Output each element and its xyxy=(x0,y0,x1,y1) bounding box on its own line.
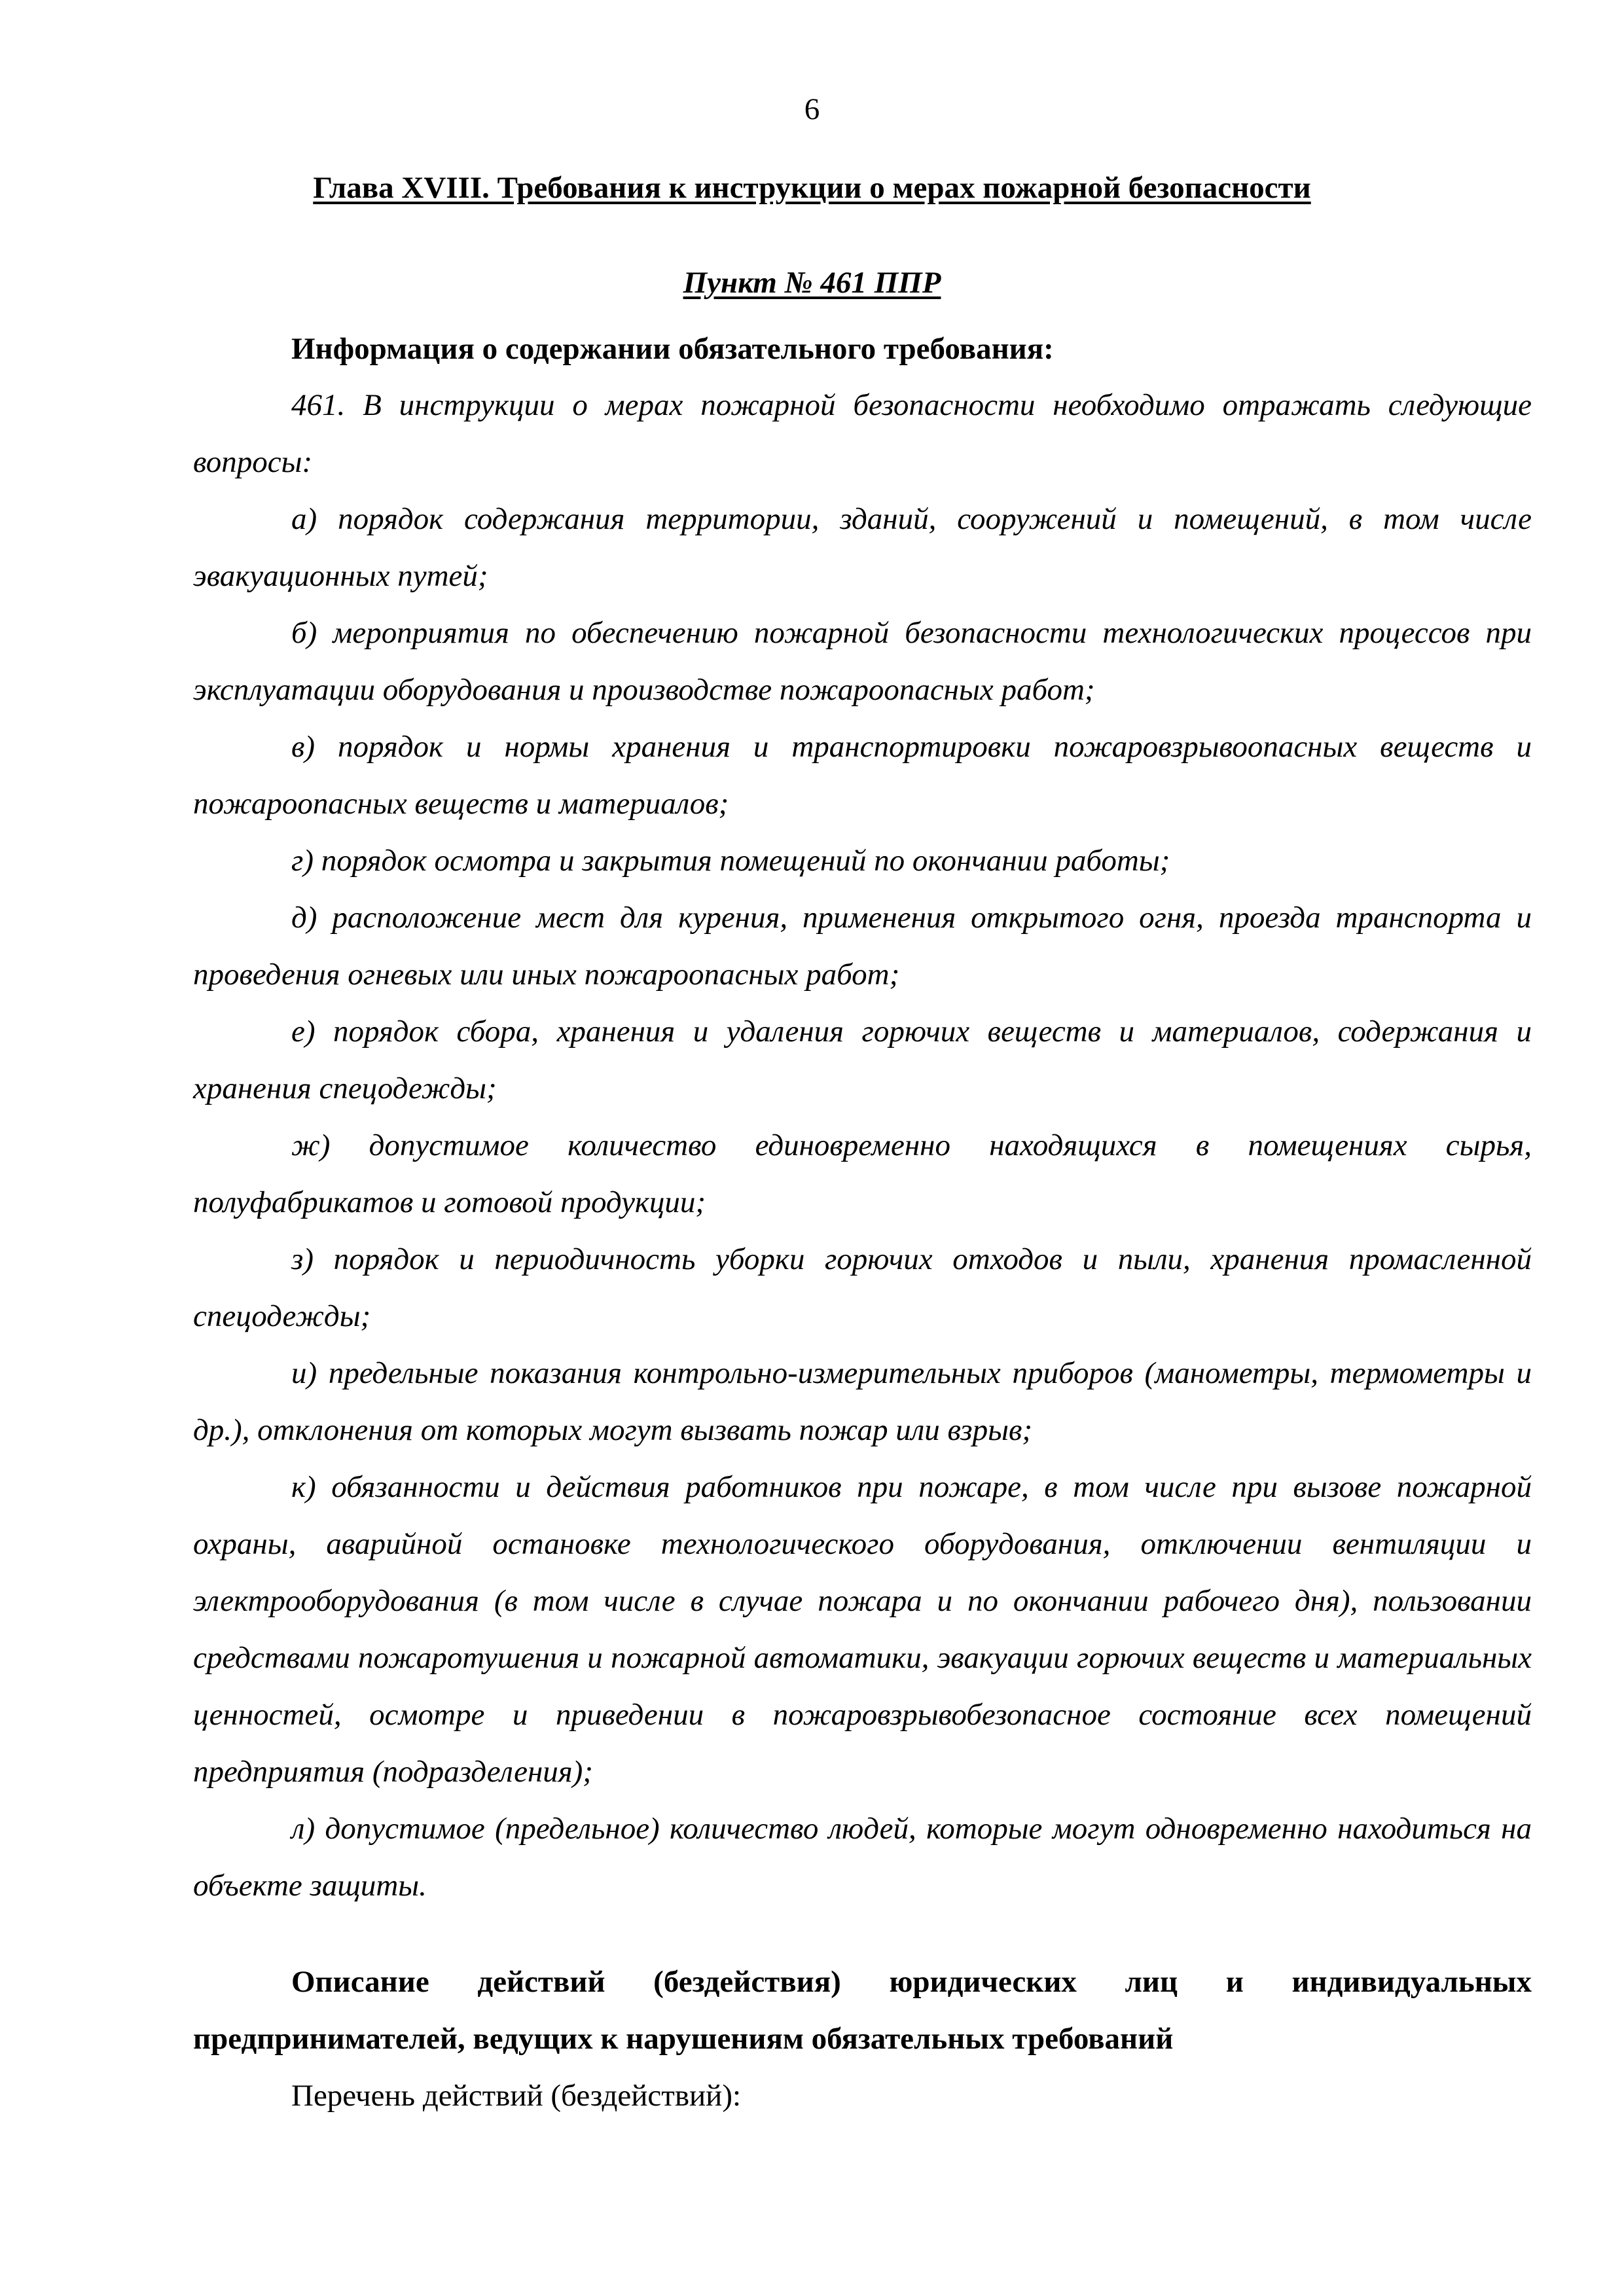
clause-item-a: а) порядок содержания территории, зданий, сооружений и помещений, в том числе эвакуационных путей; xyxy=(193,502,1532,593)
clause-item-z: з) порядок и периодичность уборки горючих отходов и пыли, хранения промасленной спецодежды; xyxy=(193,1242,1532,1333)
actions-list-label: Перечень действий (бездействий): xyxy=(291,2079,742,2113)
clause-item-e: е) порядок сбора, хранения и удаления горючих веществ и материалов, содержания и хранения спецодежды; xyxy=(193,1014,1532,1105)
clause-text-list xyxy=(193,377,1532,1914)
clause-item-d: д) расположение мест для курения, применения открытого огня, проезда транспорта и проведения огневых или иных пожароопасных работ; xyxy=(193,901,1532,992)
info-heading: Информация о содержании обязательного требования: xyxy=(291,332,1054,366)
clause-item-l: л) допустимое (предельное) количество людей, которые могут одновременно находиться на объекте защиты. xyxy=(193,1812,1532,1903)
info-heading-block xyxy=(193,321,1532,378)
clause-title: Пункт № 461 ППР xyxy=(683,266,941,300)
clause-item-k: к) обязанности и действия работников при пожаре, в том числе при вызове пожарной охраны, аварийной остановке технологического оборудования, отключении вентиляции и электрооборудования (в том числе в случае пожара и по окончании рабочего дня), пользовании средствами пожаротушения и пожарной автоматики, эвакуации горючих веществ и материальных ценностей, осмотре и приведении в пожаровзрывобезопасное состояние всех помещений предприятия (подразделения); xyxy=(193,1470,1532,1789)
clause-item-g: г) порядок осмотра и закрытия помещений по окончании работы; xyxy=(291,844,1170,878)
clause-item-v: в) порядок и нормы хранения и транспортировки пожаровзрывоопасных веществ и пожароопасных веществ и материалов; xyxy=(193,730,1532,821)
chapter-title: Глава XVIII. Требования к инструкции о мерах пожарной безопасности xyxy=(313,171,1311,205)
clause-item-zh: ж) допустимое количество единовременно находящихся в помещениях сырья, полуфабрикатов и готовой продукции; xyxy=(193,1128,1532,1219)
clause-item-i: и) предельные показания контрольно-измерительных приборов (манометры, термометры и др.), отклонения от которых могут вызвать пожар или взрыв; xyxy=(193,1356,1532,1447)
clause-intro: 461. В инструкции о мерах пожарной безопасности необходимо отражать следующие вопросы: xyxy=(193,388,1532,479)
clause-item-b: б) мероприятия по обеспечению пожарной безопасности технологических процессов при эксплуатации оборудования и производстве пожароопасных работ; xyxy=(193,616,1532,707)
violations-heading: Описание действий (бездействия) юридических лиц и индивидуальных предпринимателей, ведущих к нарушениям обязательных требований xyxy=(193,1965,1532,2056)
violations-section xyxy=(193,1954,1532,2125)
page-number: 6 xyxy=(804,92,820,126)
